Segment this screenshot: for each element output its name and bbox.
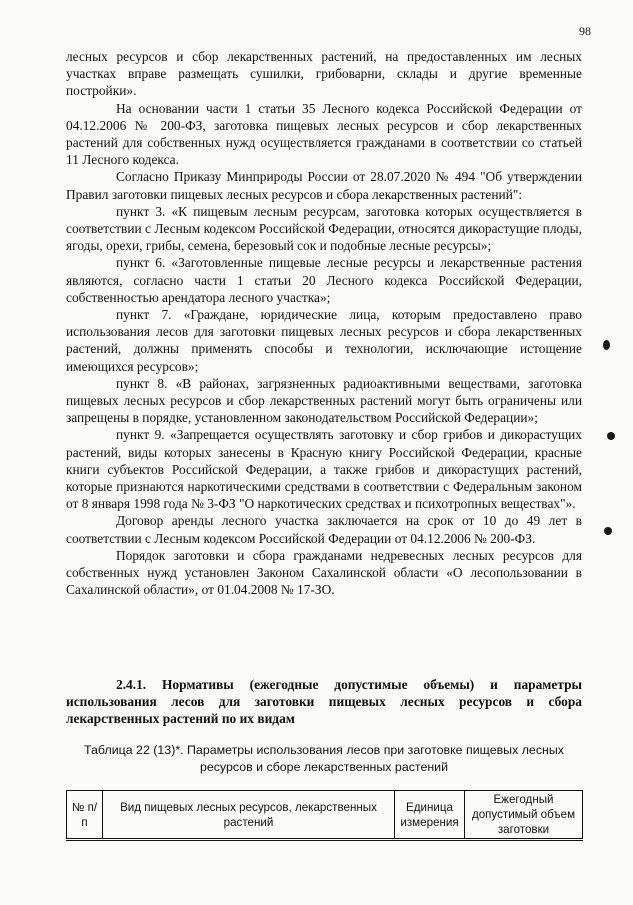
- scan-mark: [607, 432, 615, 440]
- paragraph: пункт 9. «Запрещается осуществлять заготовку и сбор грибов и дикорастущих растений, виды которых занесены в Красную книгу Российской Федерации, красные книги субъектов Российской Федерации, а также грибов и дикорастущих растений, которые признаются наркотическими средствами в соответствии с Федеральным законом от 8 января 1998 года № 3-ФЗ "О наркотических средствах и психотропных веществах"».: [66, 427, 582, 512]
- table-caption-line: Таблица 22 (13)*. Параметры использования лесов при заготовке пищевых лесных: [84, 743, 564, 757]
- table-caption-line: ресурсов и сборе лекарственных растений: [199, 760, 449, 774]
- paragraph: пункт 3. «К пищевым лесным ресурсам, заготовка которых осуществляется в соответствии с Лесным кодексом Российской Федерации, относятся дикорастущие плоды, ягоды, орехи, грибы, семена, березовый сок и подобные лесные ресурсы»;: [66, 203, 582, 254]
- paragraph: пункт 8. «В районах, загрязненных радиоактивными веществами, заготовка пищевых лесных ресурсов и сбор лекарственных растений могут быть ограничены или запрещены в порядке, установленном законодательством Российской Федерации»;: [66, 375, 582, 426]
- scan-mark: [604, 527, 612, 535]
- page-number: 98: [579, 24, 591, 38]
- scan-mark: [603, 340, 610, 350]
- body-text: [66, 48, 582, 599]
- paragraph: Договор аренды лесного участка заключается на срок от 10 до 49 лет в соответствии с Лесным кодексом Российской Федерации от 04.12.2006 № 200-ФЗ.: [66, 513, 582, 546]
- paragraph: На основании части 1 статьи 35 Лесного кодекса Российской Федерации от 04.12.2006 № 200-ФЗ, заготовка пищевых лесных ресурсов и сбор лекарственных растений для собственных нужд осуществляется гражданами в соответствии со статьей 11 Лесного кодекса.: [66, 100, 582, 168]
- paragraph: лесных ресурсов и сбор лекарственных растений, на предоставленных им лесных участках вправе размещать сушилки, грибоварни, склады и другие временные постройки».: [66, 49, 582, 99]
- table-header-row: [67, 791, 583, 840]
- table-header-annual-volume: Ежегодный допустимый объем заготовки: [465, 791, 583, 840]
- table-header-resource-type: Вид пищевых лесных ресурсов, лекарственных растений: [103, 791, 395, 840]
- table-header-unit: Единица измерения: [395, 791, 465, 840]
- section-heading: 2.4.1. Нормативы (ежегодные допустимые объемы) и параметры использования лесов для заготовки пищевых лесных ресурсов и сбора лекарственных растений по их видам: [66, 677, 582, 727]
- table-caption: [66, 742, 582, 776]
- paragraph: пункт 7. «Граждане, юридические лица, которым предоставлено право использования лесов для заготовки пищевых лесных ресурсов и сбора лекарственных растений, должны применять способы и технологии, исключающие истощение имеющихся ресурсов»;: [66, 307, 582, 374]
- paragraph: пункт 6. «Заготовленные пищевые лесные ресурсы и лекарственные растения являются, согласно части 1 статьи 20 Лесного кодекса Российской Федерации, собственностью арендатора лесного участка»;: [66, 255, 582, 305]
- paragraph: Порядок заготовки и сбора гражданами недревесных лесных ресурсов для собственных нужд установлен Законом Сахалинской области «О лесопользовании в Сахалинской области», от 01.04.2008 № 17-ЗО.: [66, 547, 582, 598]
- table-header-number: № п/п: [67, 791, 103, 840]
- paragraph: Согласно Приказу Минприроды России от 28.07.2020 № 494 "Об утверждении Правил заготовки пищевых лесных ресурсов и сбора лекарственных растений":: [66, 169, 582, 202]
- parameters-table: [66, 790, 583, 841]
